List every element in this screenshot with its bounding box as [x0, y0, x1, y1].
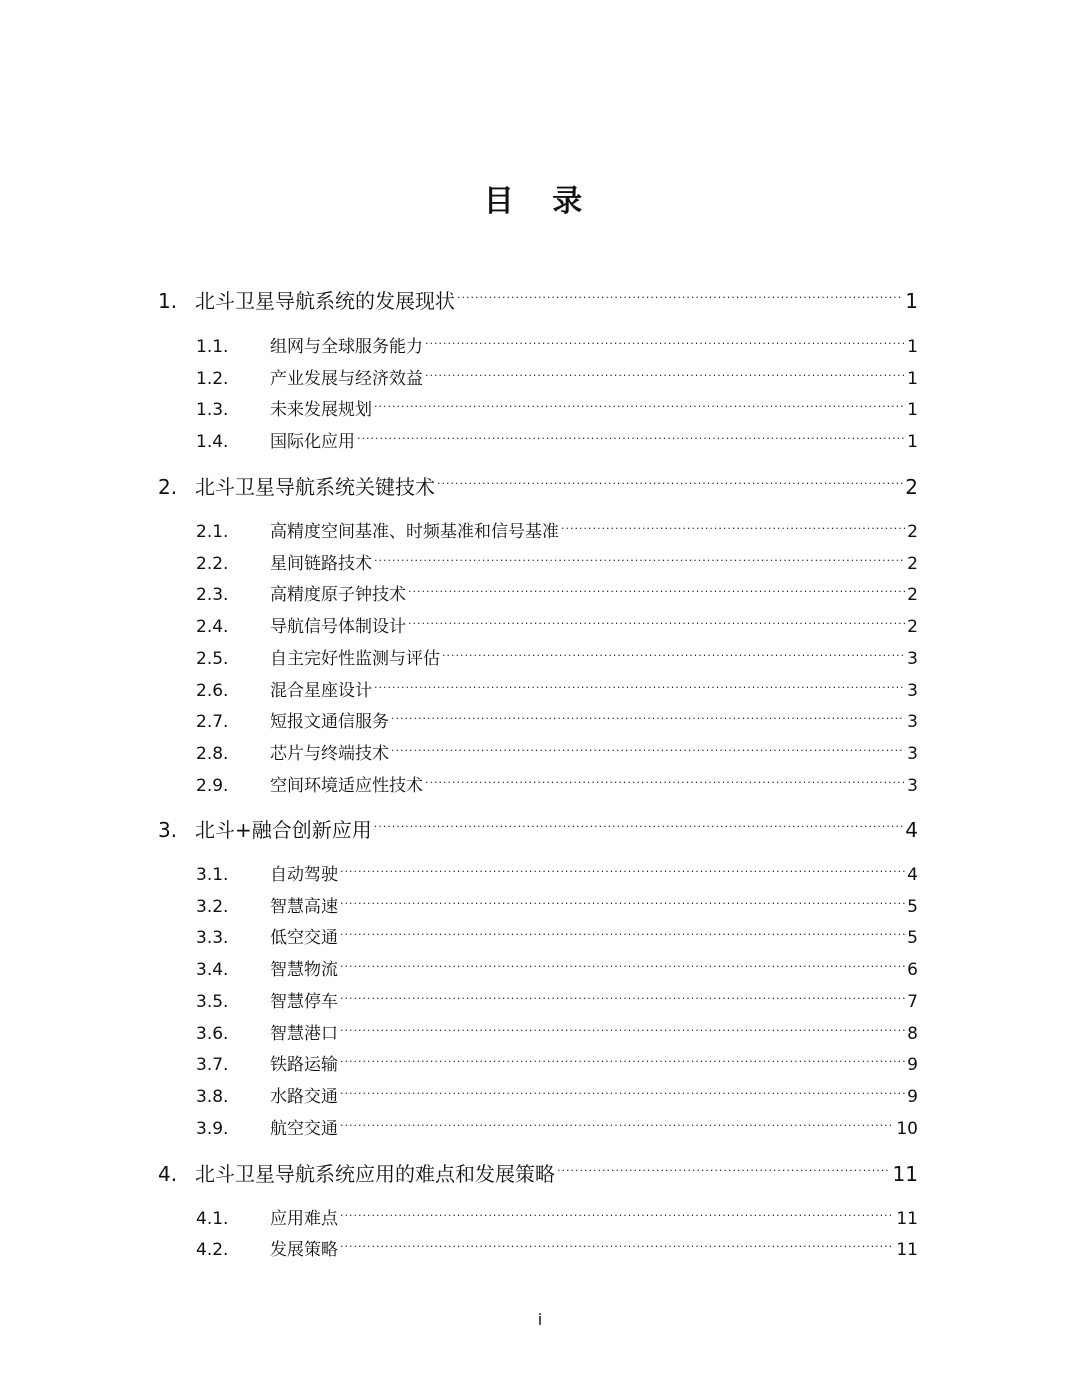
toc-page: 1 — [907, 337, 918, 357]
toc-label: 发展策略 — [270, 1240, 338, 1260]
toc-entry-4-2[interactable] — [158, 1237, 918, 1263]
toc-label: 铁路运输 — [270, 1055, 338, 1075]
toc-label: 水路交通 — [270, 1087, 338, 1107]
toc-number: 2.8. — [196, 744, 229, 764]
toc-number: 3.8. — [196, 1087, 229, 1107]
toc-number: 1.1. — [196, 337, 229, 357]
toc-number: 3.6. — [196, 1024, 229, 1044]
toc-number: 2.9. — [196, 776, 229, 796]
toc-label: 智慧物流 — [270, 960, 338, 980]
toc-label: 高精度原子钟技术 — [270, 585, 406, 605]
toc-label: 低空交通 — [270, 928, 338, 948]
toc-page: 6 — [907, 960, 918, 980]
toc-entry-3-4[interactable] — [158, 957, 918, 983]
toc-page: 11 — [896, 1209, 918, 1229]
toc-number: 3.2. — [196, 897, 229, 917]
toc-label: 智慧港口 — [270, 1024, 338, 1044]
toc-label: 产业发展与经济效益 — [270, 369, 423, 389]
dot-leader — [374, 679, 905, 696]
toc-number: 2.4. — [196, 617, 229, 637]
toc-label: 航空交通 — [270, 1119, 338, 1139]
toc-page: 2 — [907, 585, 918, 605]
toc-number: 2.1. — [196, 522, 229, 542]
toc-label: 混合星座设计 — [270, 681, 372, 701]
toc-label: 短报文通信服务 — [270, 712, 389, 732]
toc-number: 3.1. — [196, 865, 229, 885]
dot-leader — [425, 774, 905, 791]
dot-leader — [340, 863, 905, 880]
toc-label: 应用难点 — [270, 1209, 338, 1229]
toc-number: 1. — [158, 289, 178, 313]
toc-number: 3.5. — [196, 992, 229, 1012]
dot-leader — [340, 1053, 905, 1070]
dot-leader — [340, 990, 905, 1007]
toc-label: 智慧停车 — [270, 992, 338, 1012]
toc-page: 3 — [907, 776, 918, 796]
toc-page: 1 — [907, 432, 918, 452]
toc-label: 北斗卫星导航系统应用的难点和发展策略 — [195, 1162, 555, 1186]
toc-entry-1[interactable] — [158, 286, 918, 316]
toc-number: 1.2. — [196, 369, 229, 389]
toc-entry-2-4[interactable] — [158, 614, 918, 640]
toc-page: 3 — [907, 712, 918, 732]
toc-page: 11 — [892, 1162, 918, 1186]
dot-leader — [557, 1161, 891, 1181]
dot-leader — [340, 926, 905, 943]
toc-entry-3[interactable] — [158, 815, 918, 845]
toc-page: 8 — [907, 1024, 918, 1044]
toc-page: 3 — [907, 649, 918, 669]
toc-entry-2-2[interactable] — [158, 551, 918, 577]
toc-number: 2.5. — [196, 649, 229, 669]
toc-number: 3.9. — [196, 1119, 229, 1139]
toc-page: 10 — [896, 1119, 918, 1139]
dot-leader — [561, 520, 905, 537]
toc-entry-1-4[interactable] — [158, 429, 918, 455]
toc-number: 1.4. — [196, 432, 229, 452]
toc-entry-4[interactable] — [158, 1159, 918, 1189]
dot-leader — [425, 367, 905, 384]
toc-entry-3-6[interactable] — [158, 1021, 918, 1047]
dot-leader — [340, 895, 905, 912]
toc-entry-2-9[interactable] — [158, 773, 918, 799]
dot-leader — [374, 398, 905, 415]
page-title: 目 录 — [483, 184, 597, 219]
toc-number: 3.4. — [196, 960, 229, 980]
toc-number: 4.2. — [196, 1240, 229, 1260]
toc-entry-1-2[interactable] — [158, 366, 918, 392]
toc-page: 2 — [905, 475, 918, 499]
dot-leader — [357, 430, 905, 447]
toc-page: 1 — [907, 369, 918, 389]
toc-page: 4 — [907, 865, 918, 885]
toc-entry-3-5[interactable] — [158, 989, 918, 1015]
toc-number: 3.3. — [196, 928, 229, 948]
toc-page: 1 — [905, 289, 918, 313]
dot-leader — [391, 742, 905, 759]
page-number: i — [537, 1310, 543, 1329]
toc-number: 2.3. — [196, 585, 229, 605]
toc-entry-3-8[interactable] — [158, 1084, 918, 1110]
toc-page: 2 — [907, 522, 918, 542]
toc-page: 7 — [907, 992, 918, 1012]
toc-page: 5 — [907, 897, 918, 917]
toc-entry-3-3[interactable] — [158, 925, 918, 951]
dot-leader — [340, 1085, 905, 1102]
toc-label: 芯片与终端技术 — [270, 744, 389, 764]
toc-page: 1 — [907, 400, 918, 420]
dot-leader — [408, 583, 905, 600]
toc-entry-4-1[interactable] — [158, 1206, 918, 1232]
toc-label: 北斗卫星导航系统的发展现状 — [195, 289, 455, 313]
toc-number: 1.3. — [196, 400, 229, 420]
toc-label: 北斗卫星导航系统关键技术 — [195, 475, 435, 499]
toc-number: 4.1. — [196, 1209, 229, 1229]
toc-label: 自动驾驶 — [270, 865, 338, 885]
dot-leader — [457, 288, 903, 308]
toc-label: 国际化应用 — [270, 432, 355, 452]
toc-page: 3 — [907, 744, 918, 764]
dot-leader — [340, 958, 905, 975]
toc-page: 3 — [907, 681, 918, 701]
toc-page: 9 — [907, 1055, 918, 1075]
dot-leader — [425, 335, 905, 352]
toc-label: 组网与全球服务能力 — [270, 337, 423, 357]
toc-number: 2. — [158, 475, 178, 499]
toc-entry-2-6[interactable] — [158, 678, 918, 704]
toc-entry-3-9[interactable] — [158, 1116, 918, 1142]
toc-entry-1-1[interactable] — [158, 334, 918, 360]
toc-label: 高精度空间基准、时频基准和信号基准 — [270, 522, 559, 542]
toc-entry-3-2[interactable] — [158, 894, 918, 920]
dot-leader — [340, 1238, 894, 1255]
toc-entry-2-5[interactable] — [158, 646, 918, 672]
toc-page: 2 — [907, 554, 918, 574]
toc-number: 3.7. — [196, 1055, 229, 1075]
toc-label: 自主完好性监测与评估 — [270, 649, 440, 669]
toc-entry-3-1[interactable] — [158, 862, 918, 888]
dot-leader — [374, 817, 904, 837]
dot-leader — [437, 474, 903, 494]
toc-label: 导航信号体制设计 — [270, 617, 406, 637]
dot-leader — [340, 1117, 894, 1134]
toc-number: 2.7. — [196, 712, 229, 732]
toc-number: 2.6. — [196, 681, 229, 701]
toc-label: 智慧高速 — [270, 897, 338, 917]
toc-entry-1-3[interactable] — [158, 397, 918, 423]
toc-label: 星间链路技术 — [270, 554, 372, 574]
toc-page: 4 — [905, 818, 918, 842]
dot-leader — [340, 1022, 905, 1039]
toc-label: 未来发展规划 — [270, 400, 372, 420]
toc-page: 9 — [907, 1087, 918, 1107]
dot-leader — [408, 615, 905, 632]
toc-page: 5 — [907, 928, 918, 948]
toc-label: 北斗+融合创新应用 — [195, 818, 372, 842]
toc-number: 2.2. — [196, 554, 229, 574]
dot-leader — [374, 552, 905, 569]
dot-leader — [391, 710, 905, 727]
toc-page: 11 — [896, 1240, 918, 1260]
toc-entry-2[interactable] — [158, 472, 918, 502]
toc-entry-3-7[interactable] — [158, 1052, 918, 1078]
toc-entry-2-1[interactable] — [158, 519, 918, 545]
toc-entry-2-8[interactable] — [158, 741, 918, 767]
toc-page: 2 — [907, 617, 918, 637]
toc-label: 空间环境适应性技术 — [270, 776, 423, 796]
toc-entry-2-3[interactable] — [158, 582, 918, 608]
toc-number: 3. — [158, 818, 178, 842]
dot-leader — [340, 1207, 894, 1224]
dot-leader — [442, 647, 905, 664]
toc-number: 4. — [158, 1162, 178, 1186]
toc-entry-2-7[interactable] — [158, 709, 918, 735]
